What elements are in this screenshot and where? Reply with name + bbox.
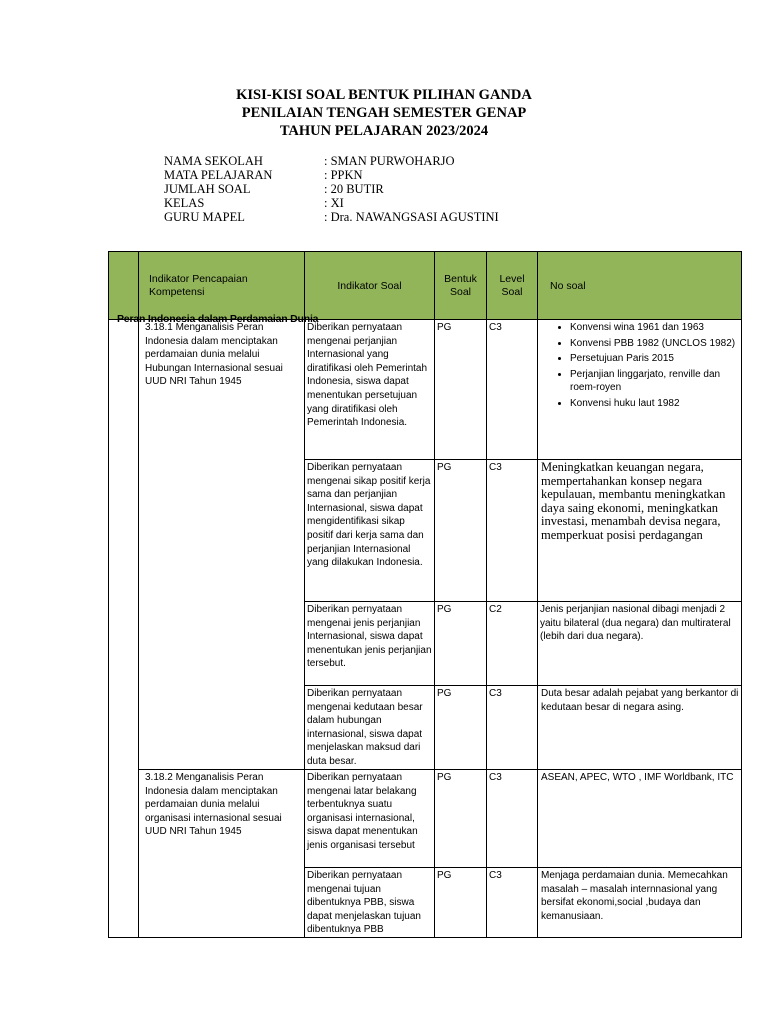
level-cell: C2 bbox=[487, 602, 538, 686]
level-cell: C3 bbox=[487, 460, 538, 602]
form-cell: PG bbox=[435, 460, 487, 602]
form-cell: PG bbox=[435, 686, 487, 770]
info-label: KELAS bbox=[164, 196, 205, 210]
answer-cell bbox=[538, 320, 742, 460]
form-cell: PG bbox=[435, 868, 487, 938]
info-value: : XI bbox=[324, 196, 344, 210]
answer-cell: Menjaga perdamaian dunia. Memecahkan masalah – masalah internnasional yang bersifat ekonomi,social ,budaya dan kemanusiaan. bbox=[538, 868, 742, 938]
indicator-cell: Diberikan pernyataan mengenai jenis perjanjian Internasional, siswa dapat menentukan jenis perjanjian tersebut. bbox=[305, 602, 435, 686]
topic-label: Peran Indonesia dalam Perdamaian Dunia bbox=[117, 313, 319, 325]
answer-cell: Jenis perjanjian nasional dibagi menjadi 2 yaitu bilateral (dua negara) dan multirateral (lebih dari dua negara). bbox=[538, 602, 742, 686]
document-title: KISI-KISI SOAL BENTUK PILIHAN GANDA bbox=[236, 87, 532, 103]
answer-cell: ASEAN, APEC, WTO , IMF Worldbank, ITC bbox=[538, 770, 742, 868]
indicator-cell: Diberikan pernyataan mengenai perjanjian Internasional yang diratifikasi oleh Pemerintah Indonesia, siswa dapat menentukan persetujuan yang diratifikasi oleh Pemerintah Indonesia. bbox=[305, 320, 435, 460]
indicator-cell: Diberikan pernyataan mengenai tujuan dibentuknya PBB, siswa dapat menjelaskan tujuan dibentuknya PBB bbox=[305, 868, 435, 938]
info-value: : PPKN bbox=[324, 168, 363, 182]
level-cell: C3 bbox=[487, 770, 538, 868]
header-number: No soal bbox=[538, 252, 742, 320]
info-label: NAMA SEKOLAH bbox=[164, 154, 263, 168]
form-cell: PG bbox=[435, 320, 487, 460]
level-cell: C3 bbox=[487, 868, 538, 938]
answer-cell: Duta besar adalah pejabat yang berkantor di kedutaan besar di negara asing. bbox=[538, 686, 742, 770]
indicator-cell: Diberikan pernyataan mengenai sikap positif kerja sama dan perjanjian Internasional, siswa dapat mengidentifikasi sikap positif dari kerja sama dan perjanjian Internasional yang dilakukan Indonesia. bbox=[305, 460, 435, 602]
list-item: • Konvensi wina 1961 dan 1963 bbox=[570, 321, 739, 335]
academic-year: TAHUN PELAJARAN 2023/2024 bbox=[279, 123, 489, 139]
answer-cell: Meningkatkan keuangan negara, mempertahankan konsep negara kepulauan, membantu meningkatkan daya saing ekonomi, meningkatkan investasi, menambah devisa negara, memperkuat posisi perdagangan bbox=[538, 460, 742, 602]
info-value: : Dra. NAWANGSASI AGUSTINI bbox=[324, 210, 499, 224]
list-item: • Perjanjian linggarjato, renville dan roem-royen bbox=[570, 368, 739, 395]
answer-options bbox=[540, 321, 739, 411]
table-row bbox=[109, 770, 742, 868]
header-blank bbox=[109, 252, 139, 320]
question-grid-table bbox=[108, 251, 742, 938]
header-form: Bentuk Soal bbox=[435, 252, 487, 320]
info-label: GURU MAPEL bbox=[164, 210, 245, 224]
header-indicator: Indikator Soal bbox=[305, 252, 435, 320]
form-cell: PG bbox=[435, 770, 487, 868]
competence-cell: 3.18.1 Menganalisis Peran Indonesia dalam menciptakan perdamaian dunia melalui Hubungan Internasional sesuai UUD NRI Tahun 1945 bbox=[139, 320, 305, 770]
form-cell: PG bbox=[435, 602, 487, 686]
table-header-row bbox=[109, 252, 742, 320]
competence-cell: 3.18.2 Menganalisis Peran Indonesia dalam menciptakan perdamaian dunia melalui organisasi internasional sesuai UUD NRI Tahun 1945 bbox=[139, 770, 305, 938]
level-cell: C3 bbox=[487, 320, 538, 460]
list-item: • Persetujuan Paris 2015 bbox=[570, 352, 739, 366]
info-label: MATA PELAJARAN bbox=[164, 168, 273, 182]
info-label: JUMLAH SOAL bbox=[164, 182, 251, 196]
document-subtitle: PENILAIAN TENGAH SEMESTER GENAP bbox=[241, 105, 527, 121]
indicator-cell: Diberikan pernyataan mengenai latar belakang terbentuknya suatu organisasi internasional, siswa dapat menentukan jenis organisasi tersebut bbox=[305, 770, 435, 868]
info-value: : 20 BUTIR bbox=[324, 182, 384, 196]
header-competence: Indikator Pencapaian Kompetensi bbox=[139, 252, 305, 320]
level-cell: C3 bbox=[487, 686, 538, 770]
info-value: : SMAN PURWOHARJO bbox=[324, 154, 455, 168]
indicator-cell: Diberikan pernyataan mengenai kedutaan besar dalam hubungan internasional, siswa dapat menjelaskan maksud dari duta besar. bbox=[305, 686, 435, 770]
table-row bbox=[109, 320, 742, 460]
header-level: Level Soal bbox=[487, 252, 538, 320]
list-item: • Konvensi huku laut 1982 bbox=[570, 397, 739, 411]
list-item: • Konvensi PBB 1982 (UNCLOS 1982) bbox=[570, 337, 739, 351]
